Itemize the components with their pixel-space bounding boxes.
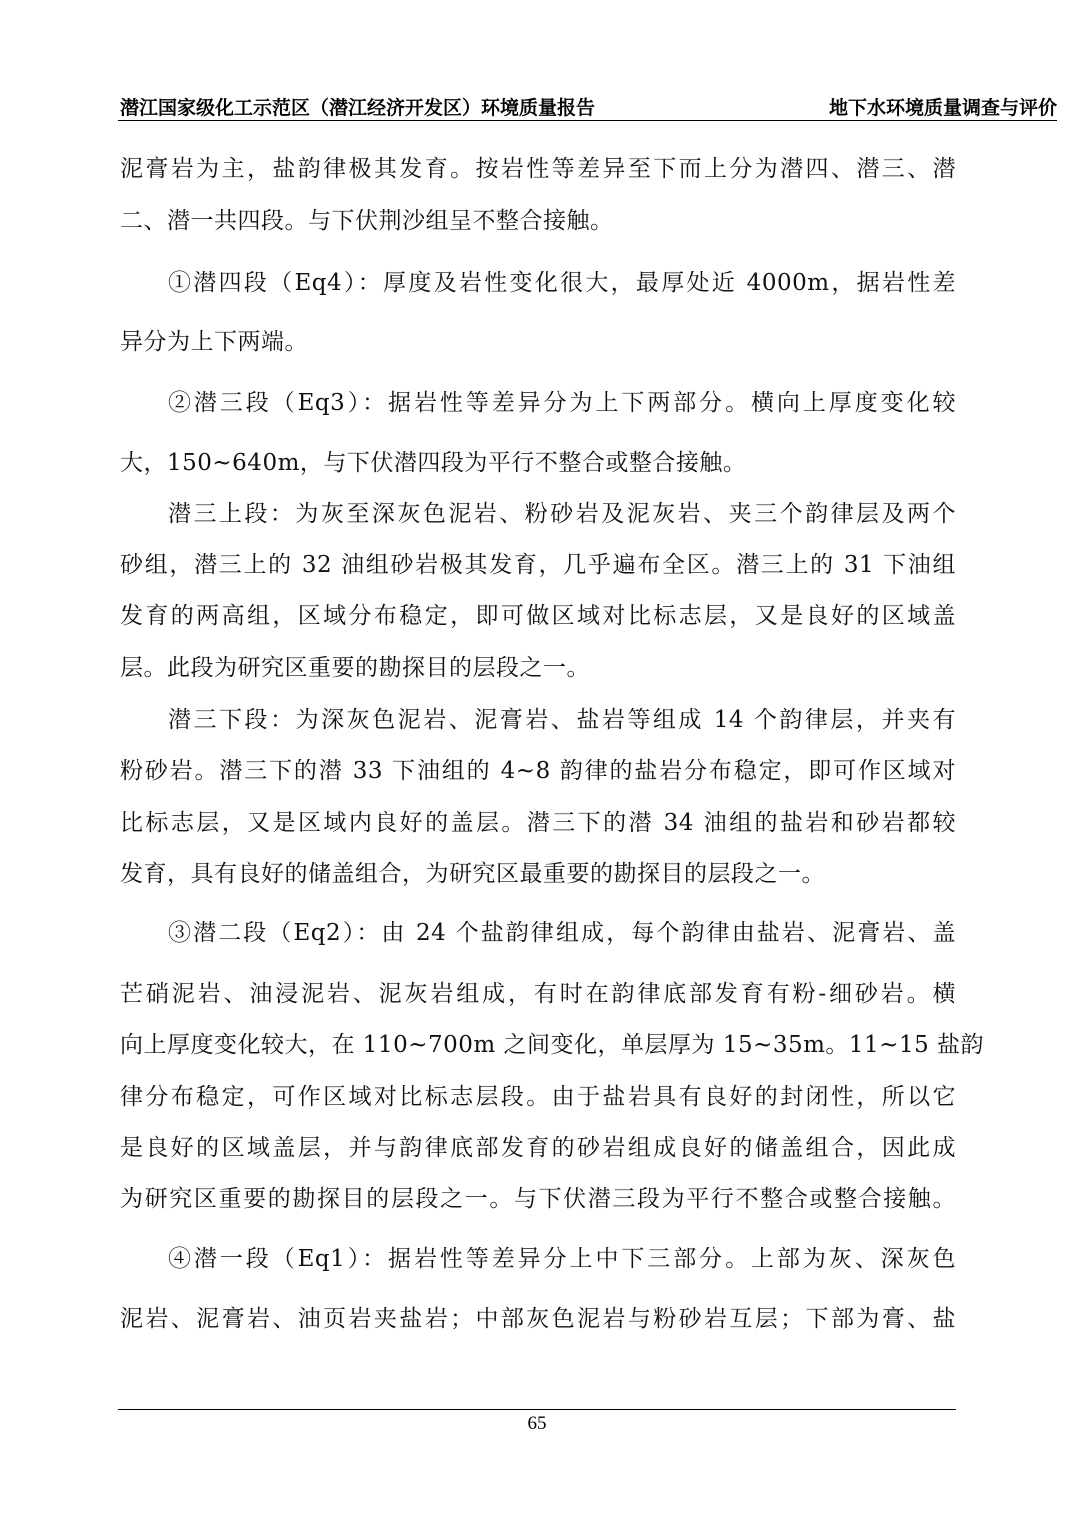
report-title-header: 潜江国家级化工示范区（潜江经济开发区）环境质量报告: [120, 97, 596, 119]
text-line: 为研究区重要的勘探目的层段之一。与下伏潜三段为平行不整合或整合接触。: [120, 1186, 956, 1212]
header-divider: [118, 120, 1057, 121]
text-line: 向上厚度变化较大，在 110~700m 之间变化，单层厚为 15~35m。11~15 盐韵: [120, 1032, 985, 1058]
text-line: 比标志层，又是区域内良好的盖层。潜三下的潜 34 油组的盐岩和砂岩都较: [120, 810, 956, 836]
text-line: 异分为上下两端。: [120, 329, 308, 355]
paragraph-upper-eq3: 潜三上段：为灰至深灰色泥岩、粉砂岩及泥灰岩、夹三个韵律层及两个: [168, 501, 956, 527]
section-title-header: 地下水环境质量调查与评价: [828, 97, 1057, 119]
text-line: 发育，具有良好的储盖组合，为研究区最重要的勘探目的层段之一。: [120, 861, 825, 887]
paragraph-lower-eq3: 潜三下段：为深灰色泥岩、泥膏岩、盐岩等组成 14 个韵律层，并夹有: [168, 707, 956, 733]
text-line: 泥膏岩为主，盐韵律极其发育。按岩性等差异至下而上分为潜四、潜三、潜: [120, 156, 956, 182]
text-line: 二、潜一共四段。与下伏荆沙组呈不整合接触。: [120, 208, 614, 234]
paragraph-eq1-heading: ④潜一段（Eq1）：据岩性等差异分上中下三部分。上部为灰、深灰色: [168, 1246, 956, 1272]
text-line: 砂组，潜三上的 32 油组砂岩极其发育，几乎遍布全区。潜三上的 31 下油组: [120, 552, 956, 578]
paragraph-eq2-heading: ③潜二段（Eq2）：由 24 个盐韵律组成，每个韵律由盐岩、泥膏岩、盖: [168, 920, 956, 946]
text-line: 粉砂岩。潜三下的潜 33 下油组的 4~8 韵律的盐岩分布稳定，即可作区域对: [120, 758, 956, 784]
text-line: 是良好的区域盖层，并与韵律底部发育的砂岩组成良好的储盖组合，因此成: [120, 1135, 956, 1161]
page-number: 65: [527, 1413, 547, 1434]
text-line: 大，150~640m，与下伏潜四段为平行不整合或整合接触。: [120, 450, 747, 476]
text-line: 芒硝泥岩、油浸泥岩、泥灰岩组成，有时在韵律底部发育有粉-细砂岩。横: [120, 981, 956, 1007]
text-line: 发育的两高组，区域分布稳定，即可做区域对比标志层，又是良好的区域盖: [120, 603, 956, 629]
text-line: 层。此段为研究区重要的勘探目的层段之一。: [120, 655, 590, 681]
paragraph-eq4-heading: ①潜四段（Eq4）：厚度及岩性变化很大，最厚处近 4000m，据岩性差: [168, 270, 956, 296]
text-line: 律分布稳定，可作区域对比标志层段。由于盐岩具有良好的封闭性，所以它: [120, 1084, 956, 1110]
paragraph-eq3-heading: ②潜三段（Eq3）：据岩性等差异分为上下两部分。横向上厚度变化较: [168, 390, 956, 416]
footer-divider: [118, 1409, 956, 1410]
text-line: 泥岩、泥膏岩、油页岩夹盐岩；中部灰色泥岩与粉砂岩互层；下部为膏、盐: [120, 1306, 956, 1332]
